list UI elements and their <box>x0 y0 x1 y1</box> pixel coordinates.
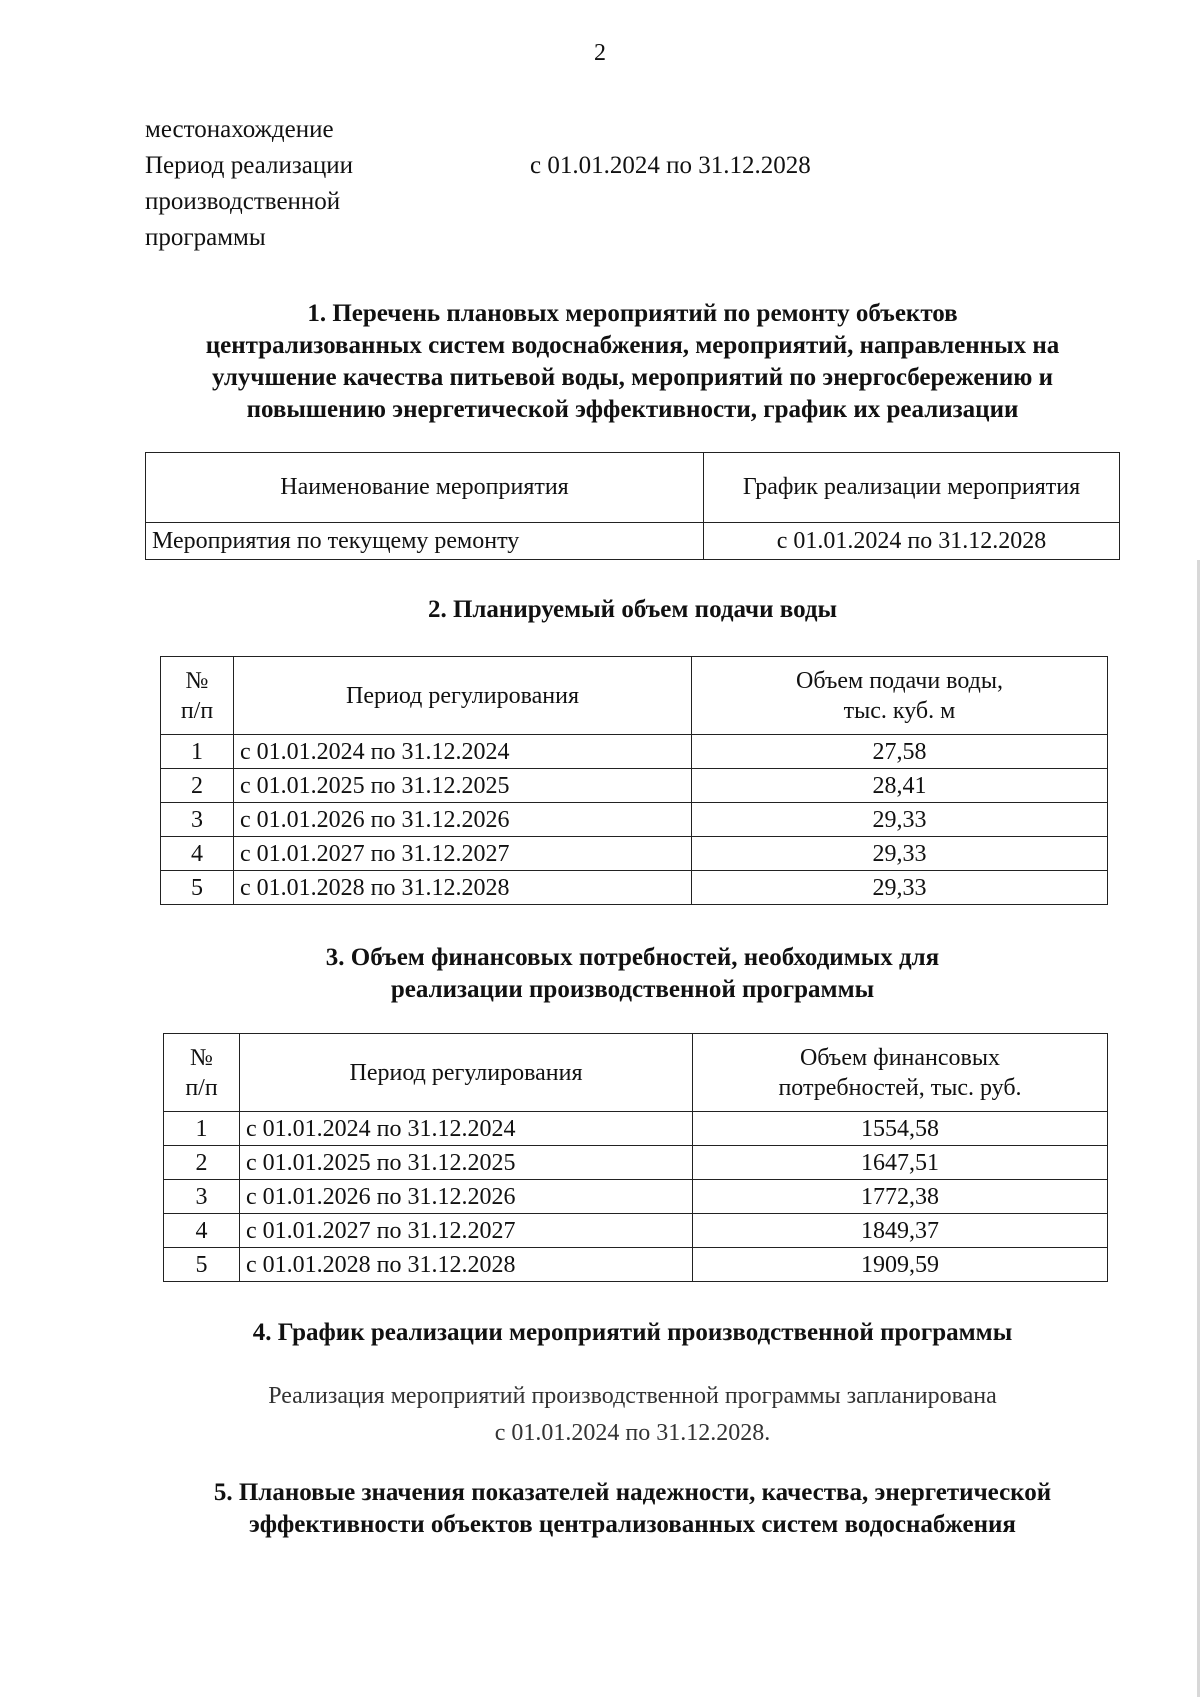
table-row: 4 с 01.01.2027 по 31.12.2027 1849,37 <box>164 1214 1108 1248</box>
table-row: 1 с 01.01.2024 по 31.12.2024 1554,58 <box>164 1112 1108 1146</box>
table-row: Мероприятия по текущему ремонту с 01.01.2024 по 31.12.2028 <box>146 523 1120 560</box>
period-label-line: программы <box>145 224 266 251</box>
section2-table <box>160 656 1108 905</box>
table-row: 5 с 01.01.2028 по 31.12.2028 1909,59 <box>164 1248 1108 1282</box>
table-row: 2 с 01.01.2025 по 31.12.2025 1647,51 <box>164 1146 1108 1180</box>
table-header: Объем финансовых потребностей, тыс. руб. <box>693 1034 1108 1112</box>
table-header: Период регулирования <box>234 657 692 735</box>
section1-title: 1. Перечень плановых мероприятий по ремонту объектов централизованных систем водоснабжения, мероприятий, направленных на улучшение качества питьевой воды, мероприятий по энергосбережению и повышению энергетической эффективности, график их реализации <box>205 300 1060 423</box>
table-header: Наименование мероприятия <box>146 453 704 523</box>
table-header: Объем подачи воды, тыс. куб. м <box>692 657 1108 735</box>
section2-title: 2. Планируемый объем подачи воды <box>427 596 838 623</box>
section4-title: 4. График реализации мероприятий производственной программы <box>252 1319 1013 1346</box>
table-row: 1 с 01.01.2024 по 31.12.2024 27,58 <box>161 735 1108 769</box>
table-row: 3 с 01.01.2026 по 31.12.2026 1772,38 <box>164 1180 1108 1214</box>
section5-title: 5. Плановые значения показателей надежности, качества, энергетической эффективности объектов централизованных систем водоснабжения <box>213 1479 1052 1538</box>
table-row: 5 с 01.01.2028 по 31.12.2028 29,33 <box>161 871 1108 905</box>
section4-text: Реализация мероприятий производственной программы запланирована с 01.01.2024 по 31.12.2028. <box>268 1383 997 1446</box>
period-value: с 01.01.2024 по 31.12.2028 <box>530 152 811 179</box>
period-label-line: производственной <box>145 188 341 215</box>
header-info <box>145 112 811 256</box>
section1-table <box>145 452 1120 560</box>
period-label-line: Период реализации <box>145 152 353 179</box>
location-label: местонахождение <box>145 116 334 143</box>
table-header: № п/п <box>164 1034 240 1112</box>
section3-title: 3. Объем финансовых потребностей, необходимых для реализации производственной программы <box>325 944 940 1003</box>
section3-table <box>163 1033 1108 1282</box>
table-row: 4 с 01.01.2027 по 31.12.2027 29,33 <box>161 837 1108 871</box>
table-row: 2 с 01.01.2025 по 31.12.2025 28,41 <box>161 769 1108 803</box>
table-row: 3 с 01.01.2026 по 31.12.2026 29,33 <box>161 803 1108 837</box>
page-number: 2 <box>594 40 606 66</box>
table-header: № п/п <box>161 657 234 735</box>
table-header: График реализации мероприятия <box>704 453 1120 523</box>
table-header: Период регулирования <box>240 1034 693 1112</box>
